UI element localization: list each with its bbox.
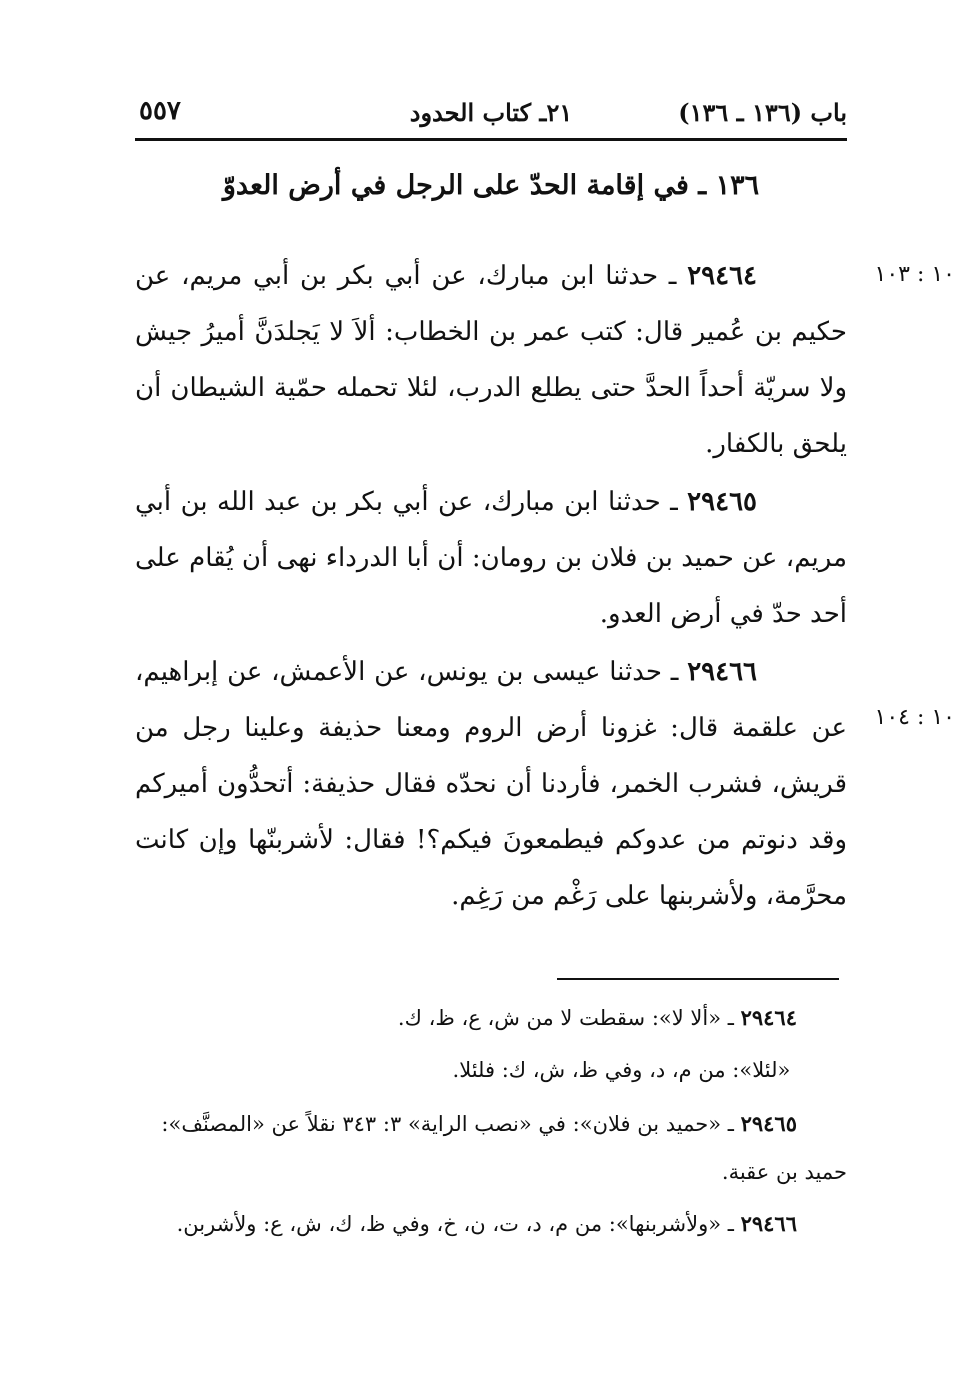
hadith-paragraph (135, 248, 847, 472)
hadith-number: ٢٩٤٦٥ (687, 487, 757, 517)
hadith-text: ـ حدثنا عيسى بن يونس، عن الأعمش، عن إبراهيم، عن علقمة قال: غزونا أرض الروم ومعنا حذيفة وعلينا رجل من قريش، فشرب الخمر، فأردنا أن نحدّه فقال حذيفة: أتحدُّون أميركم وقد دنوتم من عدوكم فيطمعونَ فيكم؟! فقال: لأشربنّها وإن كانت محرَّمة، ولأشربنها على رَغْم من رَغِم. (135, 657, 847, 911)
footnote-text: ـ «حميد بن فلان»: في «نصب الراية» ٣: ٣٤٣ نقلاً عن «المصنَّف»: حميد بن عقبة. (161, 1112, 847, 1184)
footnote-text: ـ «ولأشربنها»: من م، د، ت، ن، خ، وفي ظ، ك، ش، ع: ولأشربن. (176, 1212, 734, 1236)
page-number: ٥٥٧ (139, 96, 181, 126)
chapter-range: باب (١٣٦ ـ ١٣٦) (678, 98, 847, 127)
footnote-number: ٢٩٤٦٦ (740, 1211, 797, 1236)
footnote-number: ٢٩٤٦٥ (740, 1111, 797, 1136)
hadith-number: ٢٩٤٦٤ (687, 261, 758, 291)
footnote-number: ٢٩٤٦٤ (740, 1005, 797, 1030)
hadith-paragraph (135, 474, 847, 642)
margin-reference: ١٠ : ١٠٣ (874, 262, 955, 287)
chapter-title: ١٣٦ ـ في إقامة الحدّ على الرجل في أرض العدوّ (222, 170, 760, 201)
hadith-number: ٢٩٤٦٦ (687, 657, 758, 687)
page-header (135, 92, 847, 136)
book-title: ٢١ـ كتاب الحدود (409, 98, 573, 127)
hadith-paragraph (135, 644, 847, 924)
footnote (135, 1200, 847, 1248)
footnote (135, 1100, 847, 1196)
footnote-rule (557, 978, 839, 980)
header-rule (135, 138, 847, 141)
hadith-text: ـ حدثنا ابن مبارك، عن أبي بكر بن عبد الله بن أبي مريم، عن حميد بن فلان بن رومان: أن أبا الدرداء نهى أن يُقام على أحد حدّ في أرض العدو. (135, 487, 847, 629)
footnote-text: «لئلا»: من م، د، وفي ظ، ش، ك: فلئلا. (452, 1058, 791, 1082)
footnote-text: ـ «ألا لا»: سقطت لا من ش، ع، ظ، ك. (397, 1006, 734, 1030)
margin-reference: ١٠ : ١٠٤ (874, 705, 955, 730)
hadith-text: ـ حدثنا ابن مبارك، عن أبي بكر بن أبي مريم، عن حكيم بن عُمير قال: كتب عمر بن الخطاب: ألاَ لا يَجلدَنَّ أميرُ جيش ولا سريّة أحداً الحدَّ حتى يطلع الدرب، لئلا تحمله حمّية الشيطان أن يلحق بالكفار. (135, 261, 847, 459)
footnote (135, 994, 847, 1042)
footnote (135, 1046, 847, 1094)
